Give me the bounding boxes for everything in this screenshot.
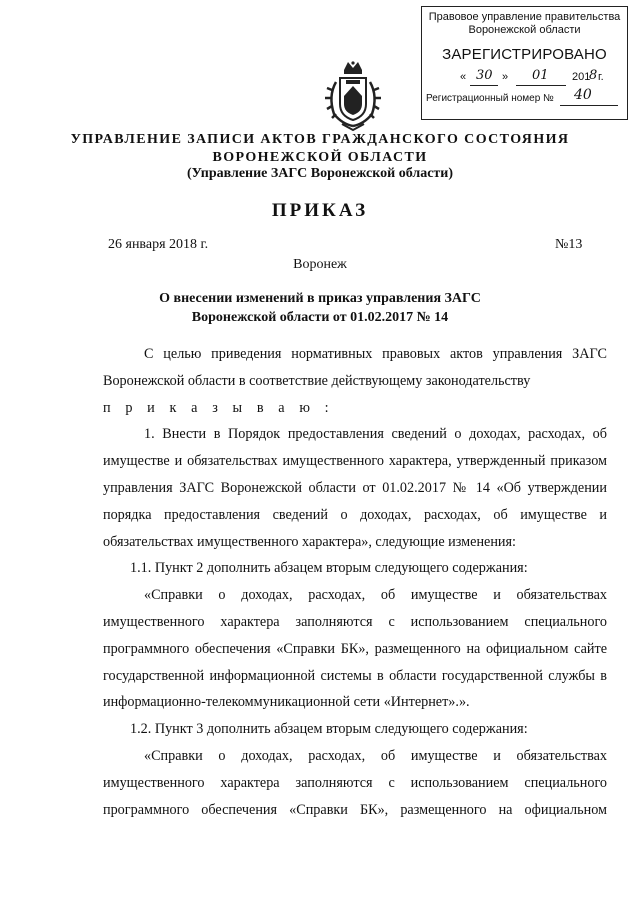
stamp-date-day: 30 [476, 68, 493, 83]
stamp-date-close-quote: » [502, 71, 509, 83]
order-city: Воронеж [293, 257, 347, 272]
stamp-date [422, 68, 627, 87]
stamp-org-line-1: Правовое управление правительства [428, 11, 621, 23]
item-1-paragraph: 1. Внести в Порядок предоставления сведений о доходах, расходах, об имуществе и обязательствах имущественного характера, утвержденный приказом управления ЗАГС Воронежской области от 01.02.2017 № 14 «Об утверждении порядка предоставления сведений о доходах, расходах, об имуществе и обязательствах имущественного характера», следующие изменения: [103, 426, 607, 550]
stamp-registration-number [422, 87, 627, 107]
document-body [103, 341, 607, 823]
order-title: ПРИКАЗ [271, 200, 369, 221]
header-line-3: (Управление ЗАГС Воронежской области) [186, 166, 454, 181]
stamp-org-line-2: Воронежской области [468, 24, 581, 36]
header-line-2: ВОРОНЕЖСКОЙ ОБЛАСТИ [212, 150, 428, 165]
quote-2-paragraph: «Справки о доходах, расходах, об имуществе и обязательствах имущественного характера заполняются с использованием специального программного обеспечения «Справки БК», размещенного на официальном [103, 747, 607, 818]
quote-1-paragraph: «Справки о доходах, расходах, об имуществе и обязательствах имущественного характера заполняются с использованием специального программного обеспечения «Справки БК», размещенного на официальном сайте государственной информационной системы в области государственной службы в информационно-телекоммуникационной сети «Интернет».». [103, 587, 607, 711]
order-date: 26 января 2018 г. [108, 237, 209, 252]
item-1-1-paragraph: 1.1. Пункт 2 дополнить абзацем вторым следующего содержания: [130, 560, 528, 577]
stamp-date-year-prefix: 201 [572, 71, 591, 83]
coat-of-arms-emblem [322, 60, 384, 132]
stamp-regnum-value: 40 [574, 87, 592, 103]
stamp-regnum-label: Регистрационный номер № [426, 93, 554, 104]
stamp-regnum-underline [560, 105, 618, 106]
stamp-organization [422, 11, 627, 37]
stamp-month-underline [516, 85, 566, 86]
subject-line-1: О внесении изменений в приказ управления ЗАГС [159, 291, 481, 306]
header-line-1: УПРАВЛЕНИЕ ЗАПИСИ АКТОВ ГРАЖДАНСКОГО СОСТОЯНИЯ [70, 132, 570, 147]
stamp-day-underline [470, 85, 498, 86]
stamp-date-year-suffix: г. [598, 71, 604, 83]
stamp-date-month: 01 [532, 68, 549, 83]
stamp-status: ЗАРЕГИСТРИРОВАНО [442, 46, 607, 63]
registration-stamp [421, 6, 628, 120]
stamp-date-year-hand: 8 [589, 68, 598, 83]
item-1-2-paragraph: 1.2. Пункт 3 дополнить абзацем вторым следующего содержания: [130, 721, 528, 738]
subject-line-2: Воронежской области от 01.02.2017 № 14 [191, 310, 449, 325]
order-number: №13 [555, 237, 583, 252]
orders-word: п р и к а з ы в а ю : [103, 399, 335, 416]
intro-paragraph: С целью приведения нормативных правовых актов управления ЗАГС Воронежской области в соответствие действующему законодательству [103, 346, 607, 389]
stamp-date-open-quote: « [460, 71, 467, 83]
